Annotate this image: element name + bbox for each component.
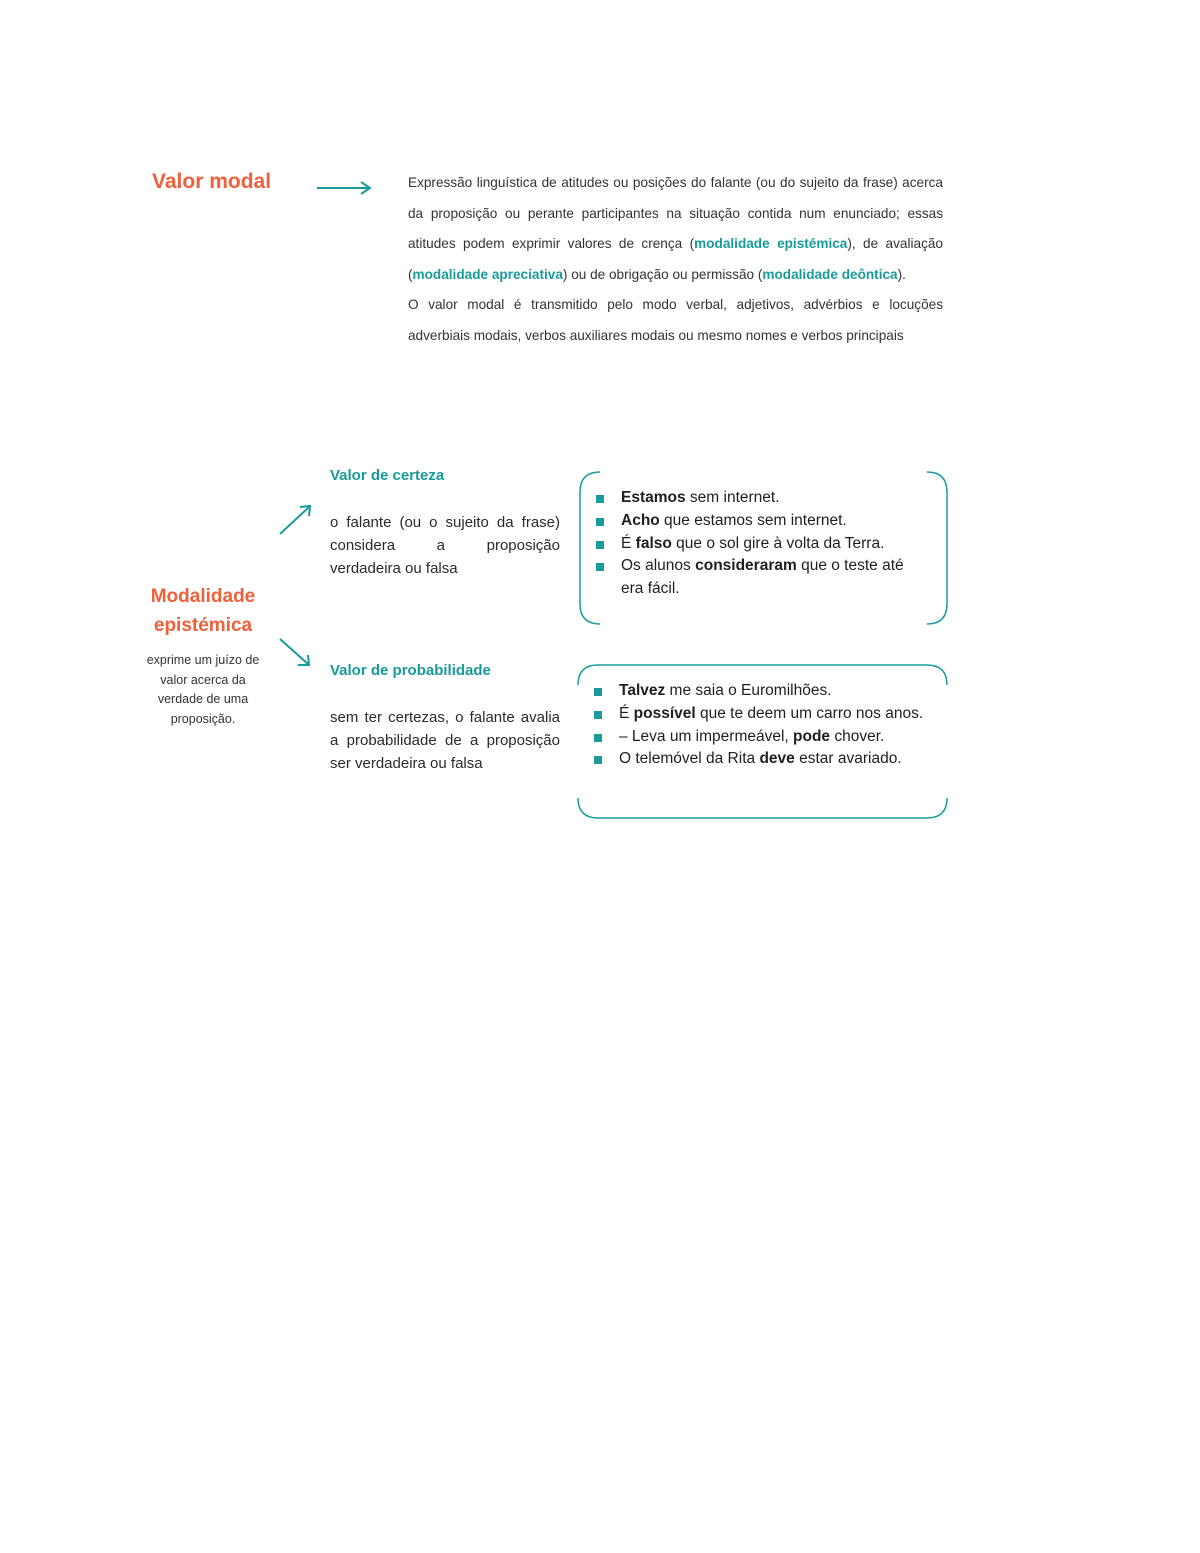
square-bullet-icon — [594, 711, 602, 719]
valor-modal-title: Valor modal — [152, 170, 272, 193]
square-bullet-icon — [596, 541, 604, 549]
valor-certeza-title: Valor de certeza — [330, 467, 445, 484]
term-modalidade-epistemica: modalidade epistémica — [694, 236, 848, 251]
arrow-up-right-icon — [276, 503, 316, 537]
list-item: Os alunos consideraram que o teste até era fácil. — [594, 555, 924, 601]
valor-probabilidade-text: sem ter certezas, o falante avalia a probabilidade de a proposição ser verdadeira ou falsa — [330, 709, 560, 772]
probabilidade-examples-list — [592, 680, 932, 771]
list-item: É possível que te deem um carro nos anos. — [592, 703, 932, 726]
square-bullet-icon — [596, 495, 604, 503]
square-bullet-icon — [594, 688, 602, 696]
term-modalidade-deontica: modalidade deôntica — [762, 266, 898, 282]
list-item: Estamos sem internet. — [594, 487, 924, 510]
valor-modal-definition — [408, 168, 943, 351]
list-item: É falso que o sol gire à volta da Terra. — [594, 533, 924, 556]
list-item: O telemóvel da Rita deve estar avariado. — [592, 748, 932, 771]
list-item: Talvez me saia o Euromilhões. — [592, 680, 932, 703]
certeza-examples-list — [594, 487, 924, 601]
square-bullet-icon — [596, 518, 604, 526]
definition-paragraph-1: Expressão linguística de atitudes ou posições do falante (ou do sujeito da frase) acerca da proposição ou perante participantes na situação contida num enunciado; essas atitudes podem exprimir valores de crença (modalidade epistémica), de avaliação (modalidade apreciativa) ou de obrigação ou permissão (modalidade deôntica). — [408, 175, 943, 282]
square-bullet-icon — [594, 734, 602, 742]
modalidade-epistemica-description: exprime um juízo de valor acerca da verdade de uma proposição. — [146, 653, 260, 726]
arrow-down-right-icon — [276, 636, 316, 670]
certeza-examples-box — [578, 470, 949, 626]
term-modalidade-apreciativa: modalidade apreciativa — [412, 266, 563, 282]
list-item: – Leva um impermeável, pode chover. — [592, 726, 932, 749]
modalidade-epistemica-title: Modalidade epistémica — [150, 586, 256, 636]
right-arrow-icon — [315, 178, 375, 198]
valor-certeza-text: o falante (ou o sujeito da frase) considera a proposição verdadeira ou falsa — [330, 514, 560, 577]
valor-probabilidade-title: Valor de probabilidade — [330, 662, 491, 679]
definition-paragraph-2: O valor modal é transmitido pelo modo verbal, adjetivos, advérbios e locuções adverbiais modais, verbos auxiliares modais ou mesmo nomes e verbos principais — [408, 297, 943, 343]
probabilidade-examples-box — [576, 663, 949, 820]
list-item: Acho que estamos sem internet. — [594, 510, 924, 533]
square-bullet-icon — [596, 563, 604, 571]
square-bullet-icon — [594, 756, 602, 764]
